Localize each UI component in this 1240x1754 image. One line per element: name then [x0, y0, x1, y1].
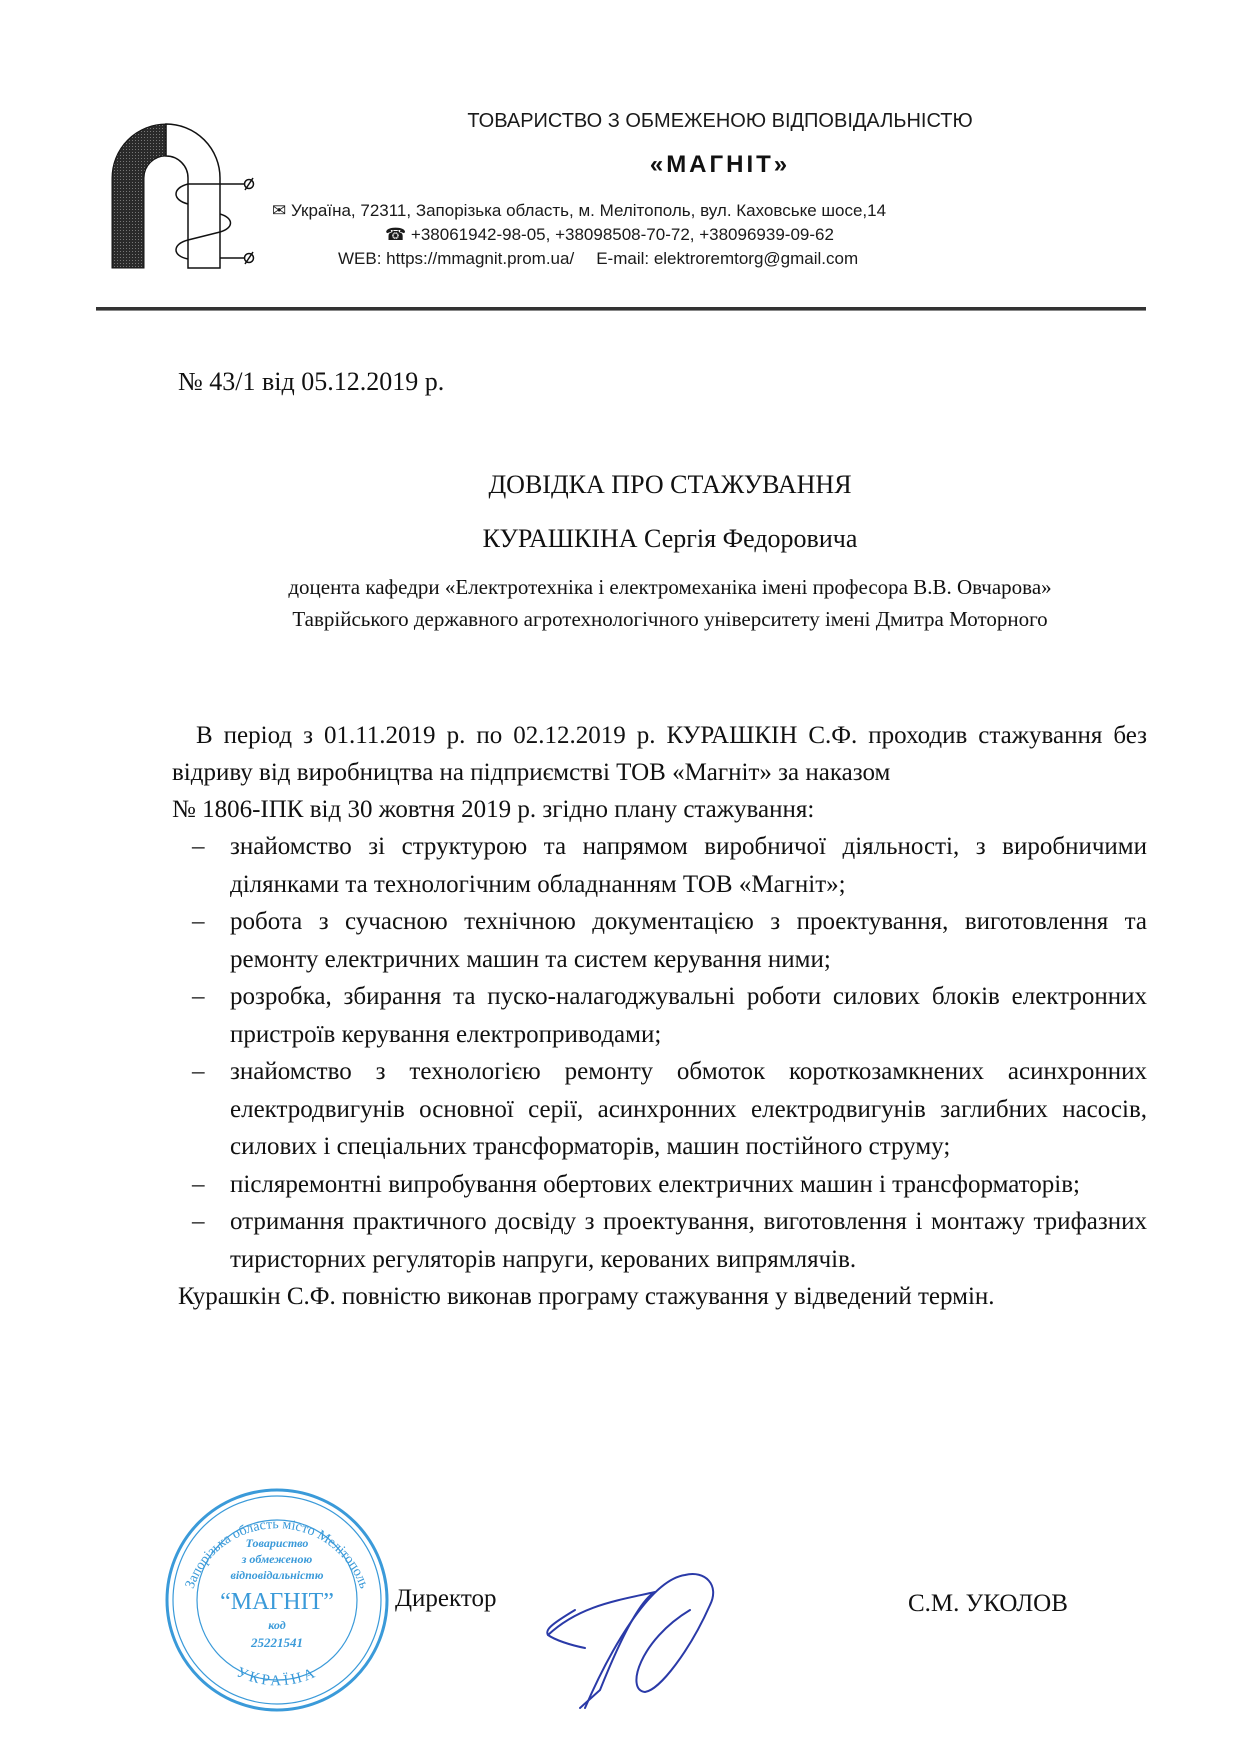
list-marker: –	[192, 1058, 205, 1085]
list-marker: –	[192, 1208, 205, 1235]
internship-plan-list	[192, 828, 1147, 1278]
company-address	[272, 200, 886, 222]
list-item	[192, 1203, 1147, 1278]
address-text: Україна, 72311, Запорізька область, м. Мелітополь, вул. Каховське шосе,14	[290, 201, 887, 220]
list-item	[192, 828, 1147, 903]
list-marker: –	[192, 908, 205, 935]
list-item-text: отримання практичного досвіду з проектування, виготовлення і монтажу трифазних тиристорних регуляторів напруги, керованих випрямлячів.	[230, 1208, 1147, 1273]
company-phones	[385, 224, 834, 246]
stamp-country: УКРАЇНА	[234, 1664, 320, 1690]
company-logo-magnet-icon	[108, 116, 258, 276]
intro-paragraph: В період з 01.11.2019 р. по 02.12.2019 р. КУРАШКІН С.Ф. проходив стажування без відриву від виробництва на підприємстві ТОВ «Магніт» за наказом	[172, 722, 1147, 786]
document-body	[172, 717, 1147, 1315]
document-reference: № 43/1 від 05.12.2019 р.	[178, 367, 445, 396]
envelope-icon: ✉	[272, 201, 287, 220]
person-name: КУРАШКІНА Сергія Федоровича	[482, 524, 858, 553]
person-position-line-2: Таврійського державного агротехнологічного університету імені Дмитра Моторного	[292, 607, 1048, 631]
list-item-text: знайомство з технологією ремонту обмоток короткозамкнених асинхронних електродвигунів основної серії, асинхронних електродвигунів заглибних насосів, силових і спеціальних трансформаторів, машин постійного струму;	[230, 1058, 1147, 1160]
stamp-code: 25221541	[251, 1635, 303, 1650]
stamp-inner-2: з обмеженою	[241, 1552, 313, 1566]
signatory-role: Директор	[395, 1585, 497, 1612]
company-contacts	[338, 248, 858, 270]
list-item-text: післяремонтні випробування обертових електричних машин і трансформаторів;	[230, 1170, 1080, 1198]
company-stamp	[162, 1485, 392, 1715]
list-item-text: знайомство зі структурою та напрямом виробничої діяльності, з виробничими ділянками та технологічним обладнанням ТОВ «Магніт»;	[230, 833, 1147, 898]
company-name: «МАГНІТ»	[649, 151, 791, 178]
stamp-code-label: код	[268, 1618, 286, 1632]
list-item-text: робота з сучасною технічною документацією з проектування, виготовлення та ремонту електричних машин та систем керування ними;	[230, 908, 1147, 973]
list-item	[192, 978, 1147, 1053]
signatory-name: С.М. УКОЛОВ	[908, 1590, 1068, 1617]
handwritten-signature	[540, 1530, 800, 1710]
website-link[interactable]: WEB: https://mmagnit.prom.ua/	[338, 249, 575, 268]
list-marker: –	[192, 983, 205, 1010]
telephone-icon: ☎	[385, 225, 407, 244]
list-item	[192, 1166, 1147, 1204]
conclusion: Курашкін С.Ф. повністю виконав програму стажування у відведений термін.	[178, 1283, 995, 1310]
person-position-line-1: доцента кафедри «Електротехніка і електромеханіка імені професора В.В. Овчарова»	[288, 575, 1052, 599]
company-type: ТОВАРИСТВО З ОБМЕЖЕНОЮ ВІДПОВІДАЛЬНІСТЮ	[467, 110, 973, 132]
list-marker: –	[192, 833, 205, 860]
stamp-company-name: “МАГНІТ”	[220, 1589, 334, 1615]
stamp-inner-3: відповідальністю	[230, 1568, 324, 1582]
list-marker: –	[192, 1170, 205, 1198]
list-item-text: розробка, збирання та пуско-налагоджувальні роботи силових блоків електронних пристроїв керування електроприводами;	[230, 983, 1147, 1048]
header-divider	[96, 307, 1146, 311]
email-link[interactable]: E-mail: elektroremtorg@gmail.com	[596, 249, 859, 268]
stamp-inner-1: Товариство	[245, 1536, 309, 1550]
list-item	[192, 903, 1147, 978]
stamp-outer-text: Запорізька область місто Мелітополь	[182, 1517, 372, 1591]
list-item	[192, 1053, 1147, 1166]
document-title: ДОВІДКА ПРО СТАЖУВАННЯ	[488, 470, 852, 499]
order-line: № 1806-ІПК від 30 жовтня 2019 р. згідно плану стажування:	[172, 796, 815, 823]
phones-text: +38061942-98-05, +38098508-70-72, +38096939-09-62	[410, 225, 834, 244]
